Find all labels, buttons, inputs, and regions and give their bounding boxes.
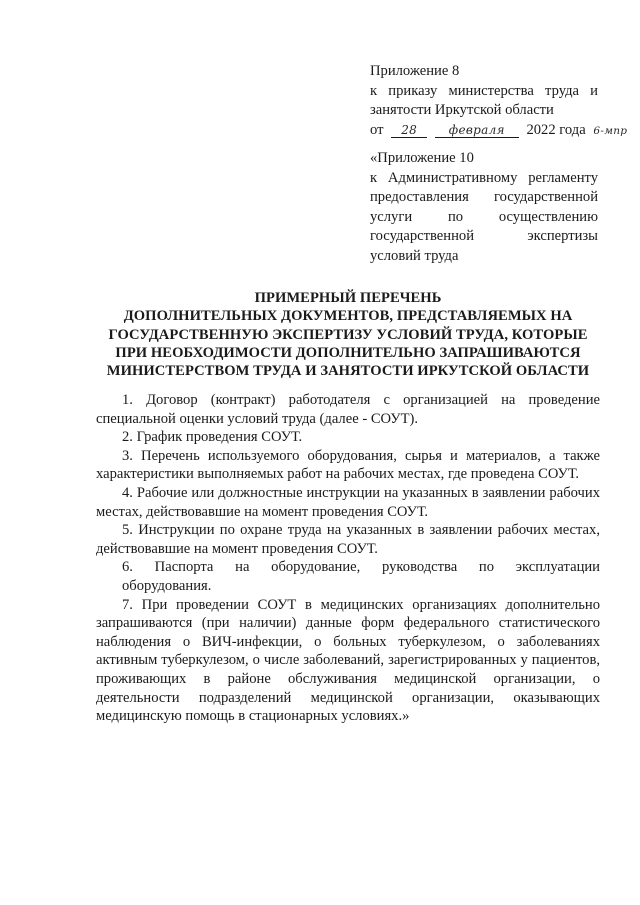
appendix-8-order-line: к приказу министерства труда и (370, 82, 598, 99)
list-item-6-line-1: 6. Паспорта на оборудование, руководства по эксплуатации (122, 559, 600, 576)
order-number-handwritten: 6-мпр (593, 124, 628, 137)
appendix-10-line-5: государственной экспертизы (370, 228, 598, 244)
document-body (96, 391, 600, 726)
appendix-10-line-4: услуги по осуществлению (370, 208, 598, 225)
title-line-4: ПРИ НЕОБХОДИМОСТИ ДОПОЛНИТЕЛЬНО ЗАПРАШИВАЮТСЯ (115, 344, 581, 361)
appendix-8-date-line (370, 121, 628, 142)
appendix-10-line-3: предоставления государственной (370, 189, 598, 205)
date-month-handwritten: февраля (435, 123, 519, 138)
list-item-1: 1. Договор (контракт) работодателя с организацией на проведение специальной оценки условий труда (далее - СОУТ). (96, 392, 600, 427)
appendix-10-header (370, 149, 598, 266)
list-item-2: 2. График проведения СОУТ. (122, 429, 303, 446)
list-item-6 (96, 558, 600, 595)
appendix-10-line-6: условий труда (370, 247, 459, 264)
title-line-2: ДОПОЛНИТЕЛЬНЫХ ДОКУМЕНТОВ, ПРЕДСТАВЛЯЕМЫХ НА (123, 308, 573, 325)
document-title (88, 289, 608, 380)
title-line-3: ГОСУДАРСТВЕННУЮ ЭКСПЕРТИЗУ УСЛОВИЙ ТРУДА, КОТОРЫЕ (108, 326, 588, 343)
appendix-10-line-2: к Административному регламенту (370, 169, 598, 186)
appendix-8-header (370, 62, 628, 141)
date-day-handwritten: 28 (391, 123, 427, 138)
list-item-7: 7. При проведении СОУТ в медицинских организациях дополнительно запрашиваются (при наличии) данные форм федерального статистического наблюдения о ВИЧ-инфекции, о больных туберкулезом, о заболеваниях активным туберкулезом, о числе заболеваний, зарегистрированных у пациентов, проживающих в районе обслуживания медицинской организации, о деятельности подразделений медицинской организации, оказывающих медицинскую помощь в стационарных условиях.» (96, 596, 600, 725)
list-item-3: 3. Перечень используемого оборудования, сырья и материалов, а также характеристики выполняемых работ на рабочих местах, где проведена СОУТ. (96, 447, 600, 483)
appendix-10-title: «Приложение 10 (370, 150, 474, 166)
date-year: 2022 года (526, 121, 586, 138)
title-line-5: МИНИСТЕРСТВОМ ТРУДА И ЗАНЯТОСТИ ИРКУТСКОЙ ОБЛАСТИ (106, 363, 590, 380)
list-item-4: 4. Рабочие или должностные инструкции на указанных в заявлении рабочих местах, действовавшие на момент проведения СОУТ. (96, 484, 600, 520)
appendix-8-title: Приложение 8 (370, 63, 460, 79)
date-prefix: от (370, 121, 384, 138)
list-item-5: 5. Инструкции по охране труда на указанных в заявлении рабочих местах, действовавшие на момент проведения СОУТ. (96, 522, 600, 557)
title-line-1: ПРИМЕРНЫЙ ПЕРЕЧЕНЬ (254, 290, 442, 306)
list-item-6-line-2: оборудования. (122, 577, 212, 594)
appendix-8-ministry-line: занятости Иркутской области (370, 102, 554, 118)
